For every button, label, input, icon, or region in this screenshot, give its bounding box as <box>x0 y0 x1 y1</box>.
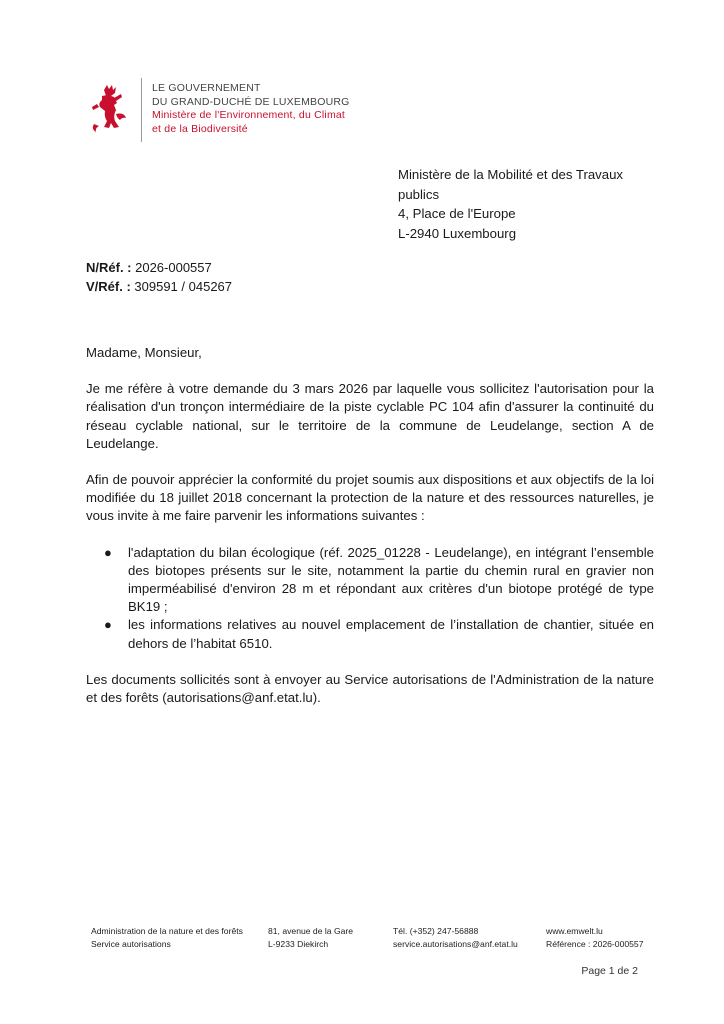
paragraph-conformity: Afin de pouvoir apprécier la conformité du projet soumis aux dispositions et aux objectifs de la loi modifiée du 18 juillet 2018 concernant la protection de la nature et des ressources naturelles, je vous invite à me faire parvenir les informations suivantes : <box>86 472 654 524</box>
footer-col-contact <box>393 925 518 950</box>
recipient-line-3: 4, Place de l'Europe <box>398 206 516 221</box>
requested-items-list <box>86 544 654 653</box>
bullet-icon: ● <box>104 617 112 633</box>
your-reference-value: 309591 / 045267 <box>130 279 233 294</box>
footer-col-administration <box>91 925 243 950</box>
page-number: Page 1 de 2 <box>581 965 638 977</box>
list-item-text: les informations relatives au nouvel emplacement de l’installation de chantier, située en dehors de l’habitat 6510. <box>128 617 654 651</box>
our-reference-value: 2026-000557 <box>131 260 212 275</box>
list-item <box>104 544 654 617</box>
salutation: Madame, Monsieur, <box>86 345 202 360</box>
letterhead-divider <box>141 78 142 142</box>
footer-service-name: Service autorisations <box>91 938 171 949</box>
list-item-text: l'adaptation du bilan écologique (réf. 2025_01228 - Leudelange), en intégrant l’ensemble des biotopes présents sur le site, notamment la partie du chemin rural en gravier non imperméabilisé d'environ 28 m et répondant aux critères d'un biotope protégé de type BK19 ; <box>128 544 654 615</box>
letterhead-ministry-line: Ministère de l'Environnement, du Climat <box>152 109 346 121</box>
footer-email: service.autorisations@anf.etat.lu <box>393 938 518 949</box>
letterhead <box>152 82 350 136</box>
footer-city: L-9233 Diekirch <box>268 938 329 949</box>
footer-administration-name: Administration de la nature et des forêts <box>91 926 243 936</box>
paragraph-submission: Les documents sollicités sont à envoyer au Service autorisations de l'Administration de la nature et des forêts (autorisations@anf.etat.lu). <box>86 671 654 706</box>
footer-reference: Référence : 2026-000557 <box>546 938 644 949</box>
recipient-address <box>398 165 668 243</box>
recipient-line-4: L-2940 Luxembourg <box>398 225 517 241</box>
letterhead-government-line: LE GOUVERNEMENT <box>152 82 261 94</box>
letter-body <box>86 344 654 725</box>
references <box>86 258 232 296</box>
footer-col-web <box>546 925 643 950</box>
letterhead-country-line: DU GRAND-DUCHÉ DE LUXEMBOURG <box>152 95 350 108</box>
list-item <box>104 616 654 652</box>
letterhead-ministry-line-2: et de la Biodiversité <box>152 122 248 135</box>
footer-col-address <box>268 925 353 950</box>
your-reference <box>86 277 232 296</box>
recipient-line-1: Ministère de la Mobilité et des Travaux <box>398 167 624 182</box>
red-lion-logo-icon <box>90 84 130 134</box>
our-reference <box>86 258 232 277</box>
our-reference-label: N/Réf. : <box>86 260 132 275</box>
recipient-line-2: publics <box>398 186 440 202</box>
footer-phone: Tél. (+352) 247-56888 <box>393 926 479 936</box>
footer-street: 81, avenue de la Gare <box>268 926 354 936</box>
your-reference-label: V/Réf. : <box>86 279 131 294</box>
bullet-icon: ● <box>104 544 112 560</box>
footer-website: www.emwelt.lu <box>546 926 603 936</box>
paragraph-request: Je me réfère à votre demande du 3 mars 2026 par laquelle vous sollicitez l'autorisation pour la réalisation d'un tronçon intermédiaire de la piste cyclable PC 104 afin d'assurer la continuité du réseau cyclable national, sur le territoire de la commune de Leudelange, section A de Leudelange. <box>86 381 654 451</box>
